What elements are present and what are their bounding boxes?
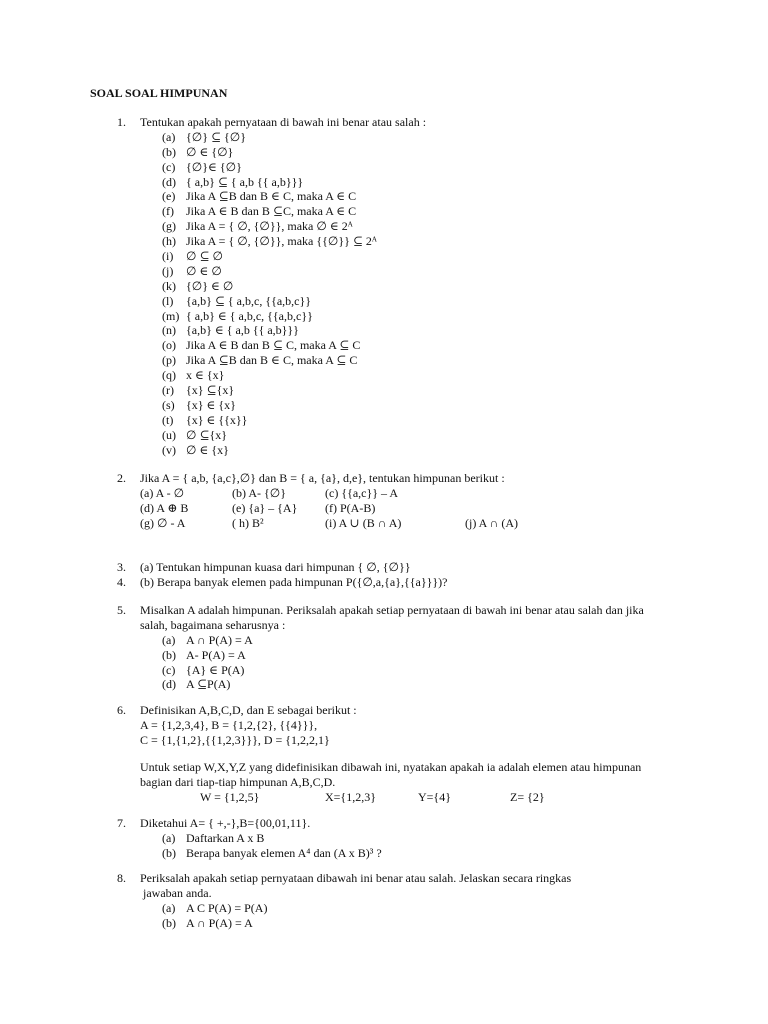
grid-cell: (j) A ∩ (A) — [465, 515, 518, 530]
instruction-line-continued: bagian dari tiap-tiap himpunan A,B,C,D. — [140, 774, 336, 789]
statement-text: {x} ∈ {x} — [186, 397, 236, 412]
statement-text: Jika A ⊆B dan B ∈ C, maka A ⊆ C — [186, 353, 358, 368]
statement-label: (m) — [162, 308, 180, 323]
statement-text: Jika A = { ∅, {∅}}, maka {{∅}} ⊆ 2ᴬ — [186, 234, 377, 249]
question-number: 3. — [117, 560, 126, 574]
statement-text: {x} ⊆{x} — [186, 383, 235, 398]
statement-label: (l) — [162, 293, 174, 308]
question-number: 2. — [117, 471, 126, 485]
question-stem: Diketahui A= { +,-},B={00,01,11}. — [140, 816, 311, 830]
statement-label: (b) — [162, 915, 176, 930]
statement-text: {x} ∈ {{x}} — [186, 412, 248, 427]
statement-label: (c) — [162, 662, 176, 677]
statement-label: (i) — [162, 249, 174, 264]
statement-text: ∅ ⊆ ∅ — [186, 249, 223, 264]
statement-label: (f) — [162, 204, 174, 219]
statement-label: (b) — [162, 144, 176, 159]
question-number: 1. — [117, 115, 126, 129]
question-stem: Jika A = { a,b, {a,c},∅} dan B = { a, {a}, d,e}, tentukan himpunan berikut : — [140, 471, 505, 485]
statement-text: A ∩ P(A) = A — [186, 632, 253, 647]
statement-text: x ∈ {x} — [186, 368, 225, 383]
statement-text: Daftarkan A x B — [186, 830, 265, 845]
statement-label: (d) — [162, 174, 176, 189]
grid-cell: (f) P(A-B) — [325, 500, 376, 515]
statement-text: ∅ ∈ ∅ — [186, 263, 222, 278]
grid-cell: (e) {a} – {A} — [232, 500, 298, 515]
statement-text: A ⊆P(A) — [186, 677, 231, 692]
statement-text: ∅ ∈ {x} — [186, 442, 229, 457]
statement-text: A ∩ P(A) = A — [186, 915, 253, 930]
statement-label: (g) — [162, 219, 176, 234]
statement-label: (r) — [162, 383, 174, 398]
question-stem-continued: jawaban anda. — [143, 885, 212, 900]
statement-label: (a) — [162, 632, 176, 647]
statement-label: (u) — [162, 427, 176, 442]
definition-a-b: A = {1,2,3,4}, B = {1,2,{2}, {{4}}}, — [140, 717, 318, 732]
statement-label: (d) — [162, 677, 176, 692]
statement-label: (h) — [162, 234, 176, 249]
definition-c-d: C = {1,{1,2},{{1,2,3}}}, D = {1,2,2,1} — [140, 732, 330, 747]
question-text: (b) Berapa banyak elemen pada himpunan P({∅,a,{a},{{a}}})? — [140, 575, 448, 589]
statement-label: (j) — [162, 263, 174, 278]
question-number: 5. — [117, 603, 126, 617]
statement-label: (a) — [162, 900, 176, 915]
statement-text: ∅ ⊆{x} — [186, 427, 228, 442]
question-number: 4. — [117, 575, 126, 589]
statement-text: {∅} ∈ ∅ — [186, 278, 234, 293]
statement-text: Jika A ∈ B dan B ⊆C, maka A ∈ C — [186, 204, 357, 219]
statement-label: (a) — [162, 830, 176, 845]
statement-text: Berapa banyak elemen A⁴ dan (A x B)³ ? — [186, 845, 382, 860]
set-w: W = {1,2,5} — [200, 789, 260, 804]
set-x: X={1,2,3} — [325, 789, 376, 804]
statement-text: {a,b} ∈ { a,b {{ a,b}}} — [186, 323, 299, 338]
statement-label: (v) — [162, 442, 176, 457]
question-stem: Tentukan apakah pernyataan di bawah ini benar atau salah : — [140, 115, 427, 129]
statement-text: A- P(A) = A — [186, 647, 246, 662]
statement-label: (o) — [162, 338, 176, 353]
statement-text: Jika A ⊆B dan B ∈ C, maka A ∈ C — [186, 189, 357, 204]
statement-label: (k) — [162, 278, 176, 293]
statement-text: Jika A ∈ B dan B ⊆ C, maka A ⊆ C — [186, 338, 361, 353]
question-number: 7. — [117, 816, 126, 830]
document-title: SOAL SOAL HIMPUNAN — [90, 86, 228, 100]
instruction-line: Untuk setiap W,X,Y,Z yang didefinisikan dibawah ini, nyatakan apakah ia adalah elemen atau himpunan — [140, 760, 642, 774]
grid-cell: (a) A - ∅ — [140, 485, 185, 500]
statement-label: (a) — [162, 129, 176, 144]
question-stem-continued: salah, bagaimana seharusnya : — [140, 617, 286, 632]
grid-cell: (b) A- {∅} — [232, 485, 286, 500]
definition-intro: Definisikan A,B,C,D, dan E sebagai berikut : — [140, 703, 357, 717]
statement-label: (c) — [162, 159, 176, 174]
statement-text: Jika A = { ∅, {∅}}, maka ∅ ∈ 2ᴬ — [186, 219, 353, 234]
statement-label: (n) — [162, 323, 176, 338]
question-number: 8. — [117, 871, 126, 885]
question-number: 6. — [117, 703, 126, 717]
set-y: Y={4} — [418, 789, 451, 804]
grid-cell: (d) A ⊕ B — [140, 500, 189, 515]
statement-label: (b) — [162, 647, 176, 662]
question-stem: Misalkan A adalah himpunan. Periksalah apakah setiap pernyataan di bawah ini benar atau salah dan jika — [140, 603, 644, 617]
statement-text: ∅ ∈ {∅} — [186, 144, 234, 159]
statement-text: {∅}∈ {∅} — [186, 159, 242, 174]
statement-label: (q) — [162, 368, 176, 383]
statement-text: {∅} ⊆ {∅} — [186, 129, 246, 144]
statement-label: (s) — [162, 397, 175, 412]
statement-text: A C P(A) = P(A) — [186, 900, 268, 915]
grid-cell: (c) {{a,c}} – A — [325, 485, 399, 500]
set-z: Z= {2} — [510, 789, 545, 804]
statement-label: (p) — [162, 353, 176, 368]
statement-label: (b) — [162, 845, 176, 860]
statement-text: { a,b} ∈ { a,b,c, {{a,b,c}} — [186, 308, 313, 323]
question-stem: Periksalah apakah setiap pernyataan dibawah ini benar atau salah. Jelaskan secara ringkas — [140, 871, 572, 885]
grid-cell: ( h) B² — [232, 515, 264, 530]
statement-text: {A} ∈ P(A) — [186, 662, 245, 677]
grid-cell: (g) ∅ - A — [140, 515, 186, 530]
question-text: (a) Tentukan himpunan kuasa dari himpunan { ∅, {∅}} — [140, 560, 411, 574]
grid-cell: (i) A ∪ (B ∩ A) — [325, 515, 402, 530]
statement-label: (t) — [162, 412, 174, 427]
statement-text: { a,b} ⊆ { a,b {{ a,b}}} — [186, 174, 304, 189]
statement-text: {a,b} ⊆ { a,b,c, {{a,b,c}} — [186, 293, 312, 308]
statement-label: (e) — [162, 189, 176, 204]
